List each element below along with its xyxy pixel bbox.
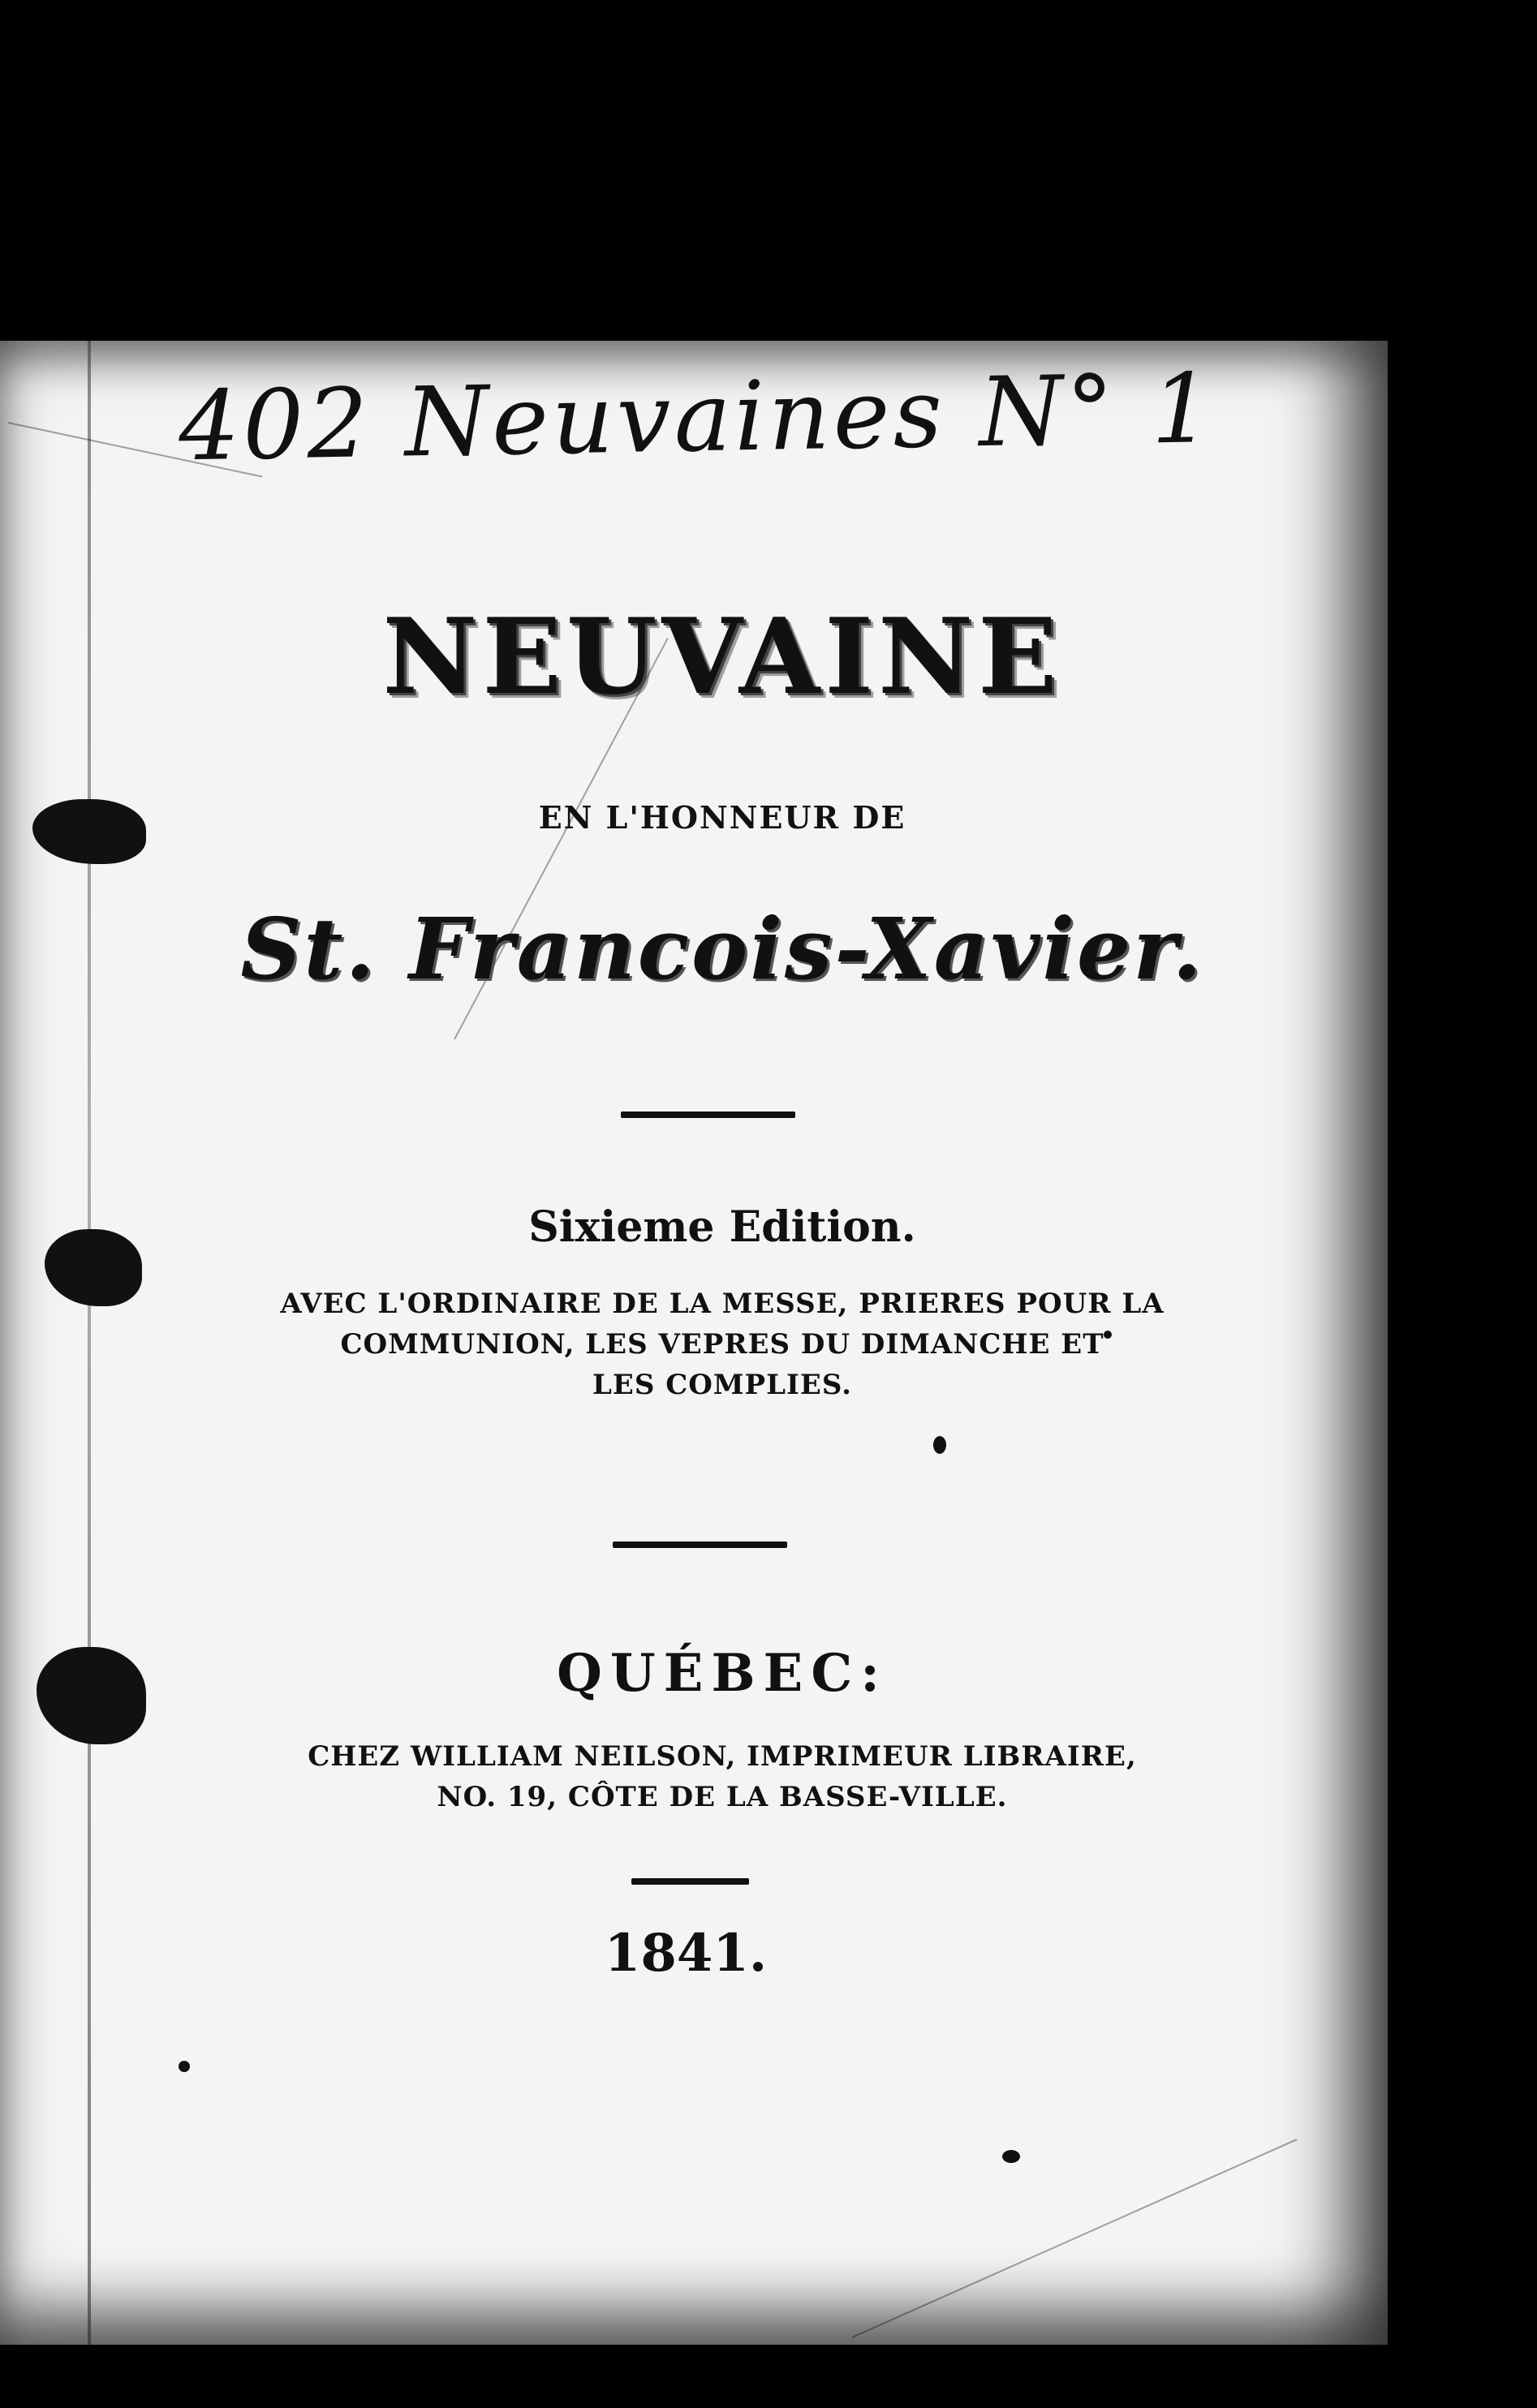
edition-label: Sixieme Edition.	[528, 1202, 916, 1252]
handwritten-catalog-note: 402 Neuvaines N° 1	[177, 352, 1216, 483]
title-subtitle: EN L'HONNEUR DE	[538, 799, 906, 836]
title-main: NEUVAINE	[382, 596, 1062, 718]
contents-line: COMMUNION, LES VEPRES DU DIMANCHE ET	[340, 1328, 1104, 1361]
contents-line: AVEC L'ORDINAIRE DE LA MESSE, PRIERES POUR LA	[280, 1288, 1165, 1320]
printer-line: NO. 19, CÔTE DE LA BASSE-VILLE.	[437, 1781, 1008, 1813]
divider-rule	[631, 1878, 749, 1885]
printer-line: CHEZ WILLIAM NEILSON, IMPRIMEUR LIBRAIRE,	[308, 1740, 1137, 1773]
contents-line: LES COMPLIES.	[592, 1369, 852, 1401]
divider-rule	[621, 1112, 795, 1118]
divider-rule	[613, 1542, 787, 1548]
ink-speck	[933, 1436, 946, 1454]
imprint-printer	[260, 1736, 1185, 1817]
contents-description	[243, 1284, 1201, 1405]
ink-speck	[179, 2061, 190, 2072]
imprint-year: 1841.	[604, 1923, 768, 1984]
title-saint-name: St. Francois-Xavier.	[240, 899, 1204, 999]
ink-speck	[1002, 2150, 1020, 2163]
imprint-city: QUÉBEC:	[557, 1643, 888, 1704]
